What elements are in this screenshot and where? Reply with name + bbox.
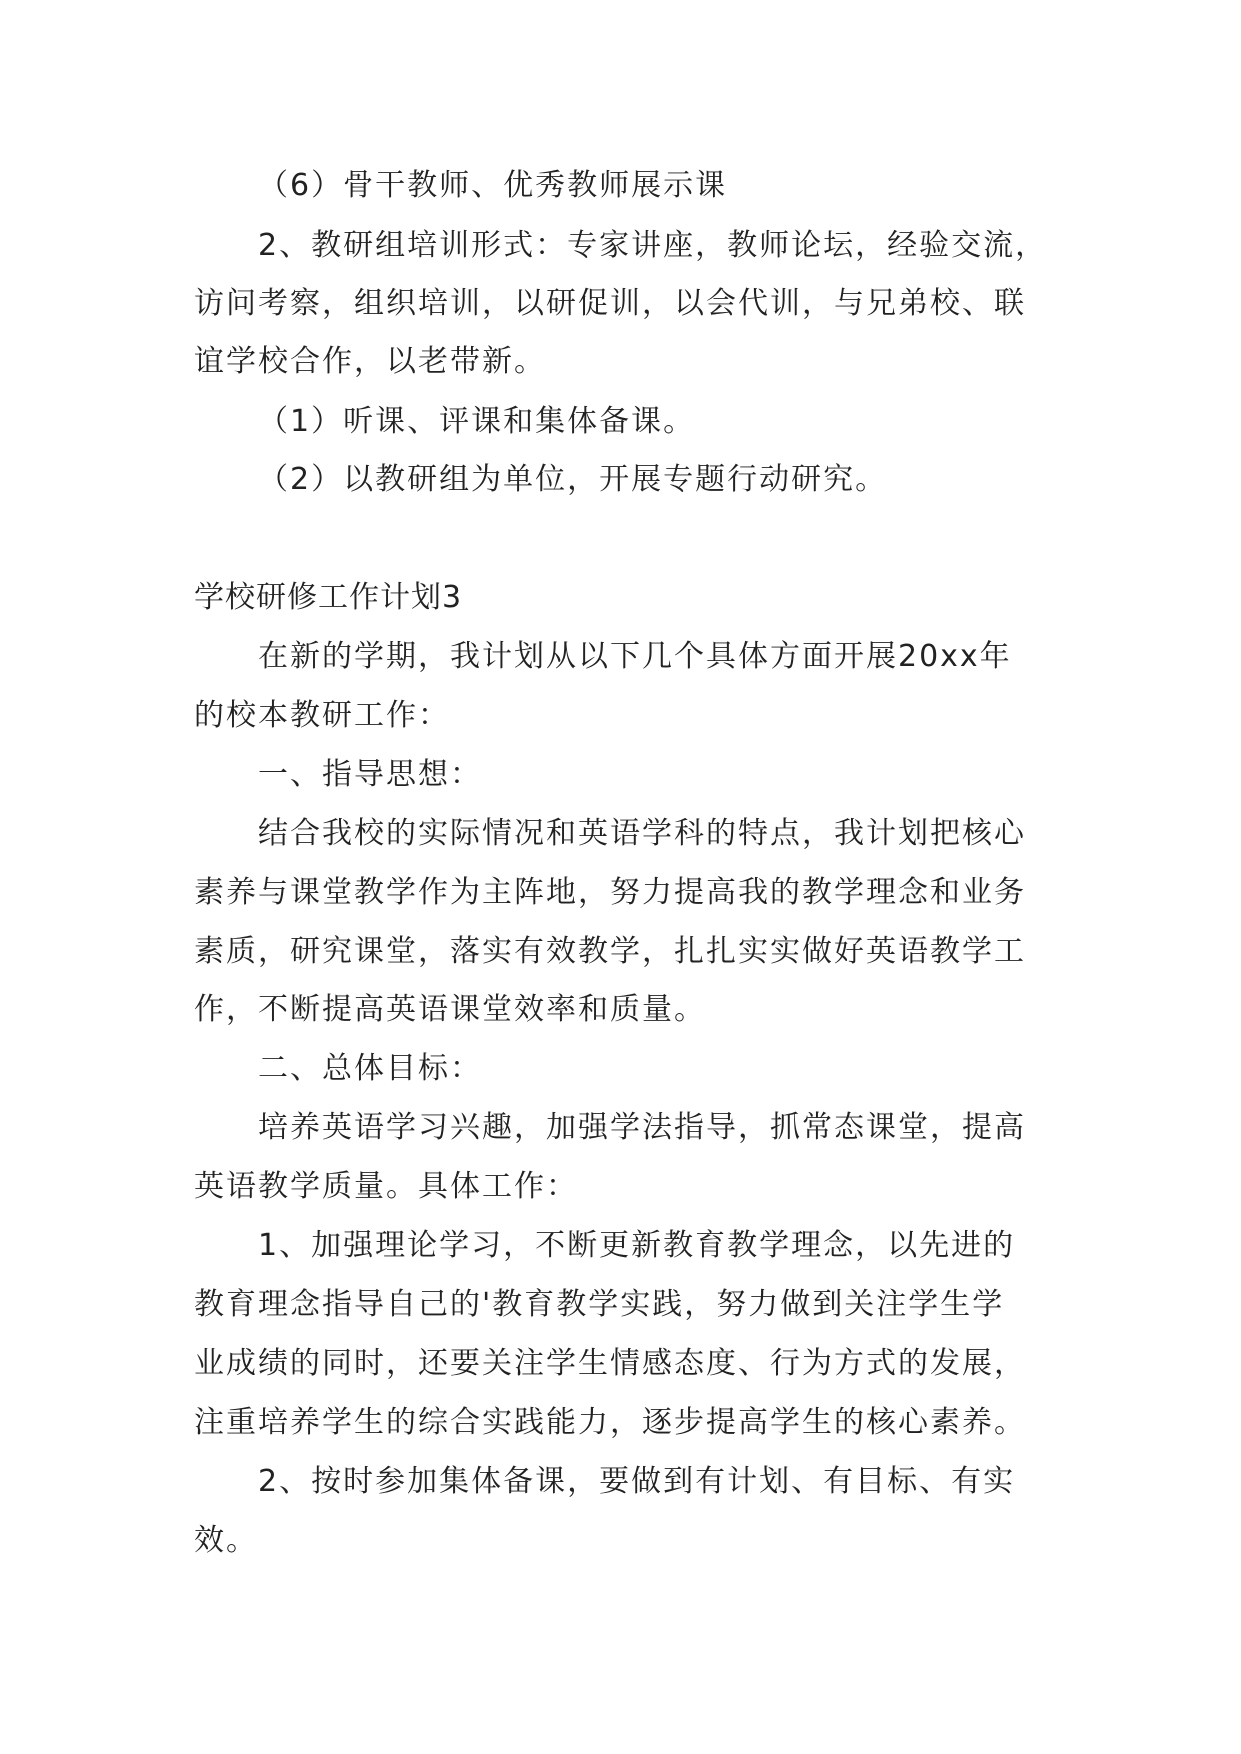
paragraph-line: 教育理念指导自己的'教育教学实践，努力做到关注学生学 bbox=[194, 1287, 1005, 1322]
paragraph-line: 作，不断提高英语课堂效率和质量。 bbox=[194, 992, 706, 1027]
paragraph-line: 效。 bbox=[194, 1523, 258, 1558]
paragraph-line: 英语教学质量。具体工作： bbox=[194, 1169, 578, 1204]
list-item: （1）听课、评课和集体备课。 bbox=[258, 404, 696, 439]
paragraph-line: 注重培养学生的综合实践能力，逐步提高学生的核心素养。 bbox=[194, 1405, 1026, 1440]
paragraph-line: 业成绩的同时，还要关注学生情感态度、行为方式的发展， bbox=[194, 1346, 1026, 1381]
paragraph-line: 素质，研究课堂，落实有效教学，扎扎实实做好英语教学工 bbox=[194, 934, 1026, 969]
paragraph-line: 结合我校的实际情况和英语学科的特点，我计划把核心 bbox=[258, 816, 1026, 851]
section-title: 学校研修工作计划3 bbox=[194, 580, 463, 615]
paragraph-line: 培养英语学习兴趣，加强学法指导，抓常态课堂，提高 bbox=[258, 1110, 1026, 1145]
paragraph-line: 在新的学期，我计划从以下几个具体方面开展20xx年 bbox=[258, 639, 1012, 674]
list-item: （6）骨干教师、优秀教师展示课 bbox=[258, 168, 728, 203]
paragraph-line: 1、加强理论学习，不断更新教育教学理念，以先进的 bbox=[258, 1228, 1016, 1263]
heading: 一、指导思想： bbox=[258, 757, 482, 792]
paragraph-line: 谊学校合作，以老带新。 bbox=[194, 344, 546, 379]
list-item: （2）以教研组为单位，开展专题行动研究。 bbox=[258, 462, 888, 497]
paragraph-line: 的校本教研工作： bbox=[194, 698, 450, 733]
paragraph-line: 2、按时参加集体备课，要做到有计划、有目标、有实 bbox=[258, 1464, 1016, 1499]
paragraph-line: 素养与课堂教学作为主阵地，努力提高我的教学理念和业务 bbox=[194, 875, 1026, 910]
heading: 二、总体目标： bbox=[258, 1051, 482, 1086]
paragraph-line: 访问考察，组织培训，以研促训，以会代训，与兄弟校、联 bbox=[194, 286, 1026, 321]
paragraph-line: 2、教研组培训形式：专家讲座，教师论坛，经验交流， bbox=[258, 228, 1048, 263]
